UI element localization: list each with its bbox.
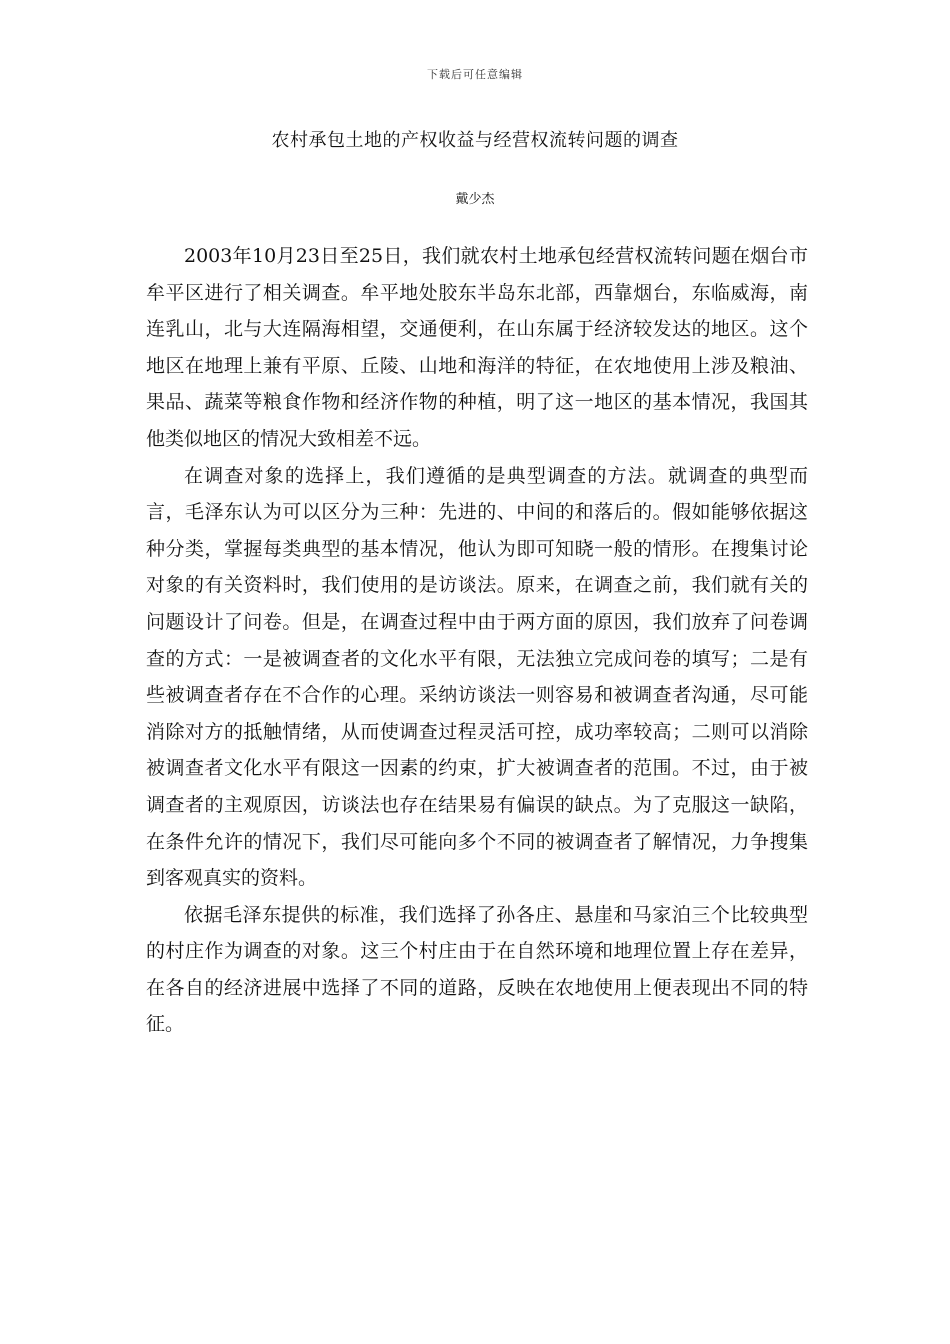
- paragraph-3: 依据毛泽东提供的标准，我们选择了孙各庄、悬崖和马家泊三个比较典型的村庄作为调查的对象。这三个村庄由于在自然环境和地理位置上存在差异，在各自的经济进展中选择了不同的道路，反映在农地使用上便表现出不同的特征。: [146, 903, 808, 1036]
- header-note: 下载后可任意编辑: [427, 68, 523, 81]
- paragraph-2: 在调查对象的选择上，我们遵循的是典型调查的方法。就调查的典型而言，毛泽东认为可以区分为三种：先进的、中间的和落后的。假如能够依据这种分类，掌握每类典型的基本情况，他认为即可知晓一般的情形。在搜集讨论对象的有关资料时，我们使用的是访谈法。原来，在调查之前，我们就有关的问题设计了问卷。但是，在调查过程中由于两方面的原因，我们放弃了问卷调查的方式：一是被调查者的文化水平有限，无法独立完成问卷的填写；二是有些被调查者存在不合作的心理。采纳访谈法一则容易和被调查者沟通，尽可能消除对方的抵触情绪，从而使调查过程灵活可控，成功率较高；二则可以消除被调查者文化水平有限这一因素的约束，扩大被调查者的范围。不过，由于被调查者的主观原因，访谈法也存在结果易有偏误的缺点。为了克服这一缺陷，在条件允许的情况下，我们尽可能向多个不同的被调查者了解情况，力争搜集到客观真实的资料。: [146, 464, 808, 890]
- document-body: [146, 238, 808, 1043]
- document-title: 农村承包土地的产权收益与经营权流转问题的调查: [271, 130, 679, 151]
- author-name: 戴少杰: [455, 192, 495, 207]
- paragraph-1: 2003年10月23日至25日，我们就农村土地承包经营权流转问题在烟台市牟平区进行了相关调查。牟平地处胶东半岛东北部，西靠烟台，东临威海，南连乳山，北与大连隔海相望，交通便利，在山东属于经济较发达的地区。这个地区在地理上兼有平原、丘陵、山地和海洋的特征，在农地使用上涉及粮油、果品、蔬菜等粮食作物和经济作物的种植，明了这一地区的基本情况，我国其他类似地区的情况大致相差不远。: [146, 245, 808, 450]
